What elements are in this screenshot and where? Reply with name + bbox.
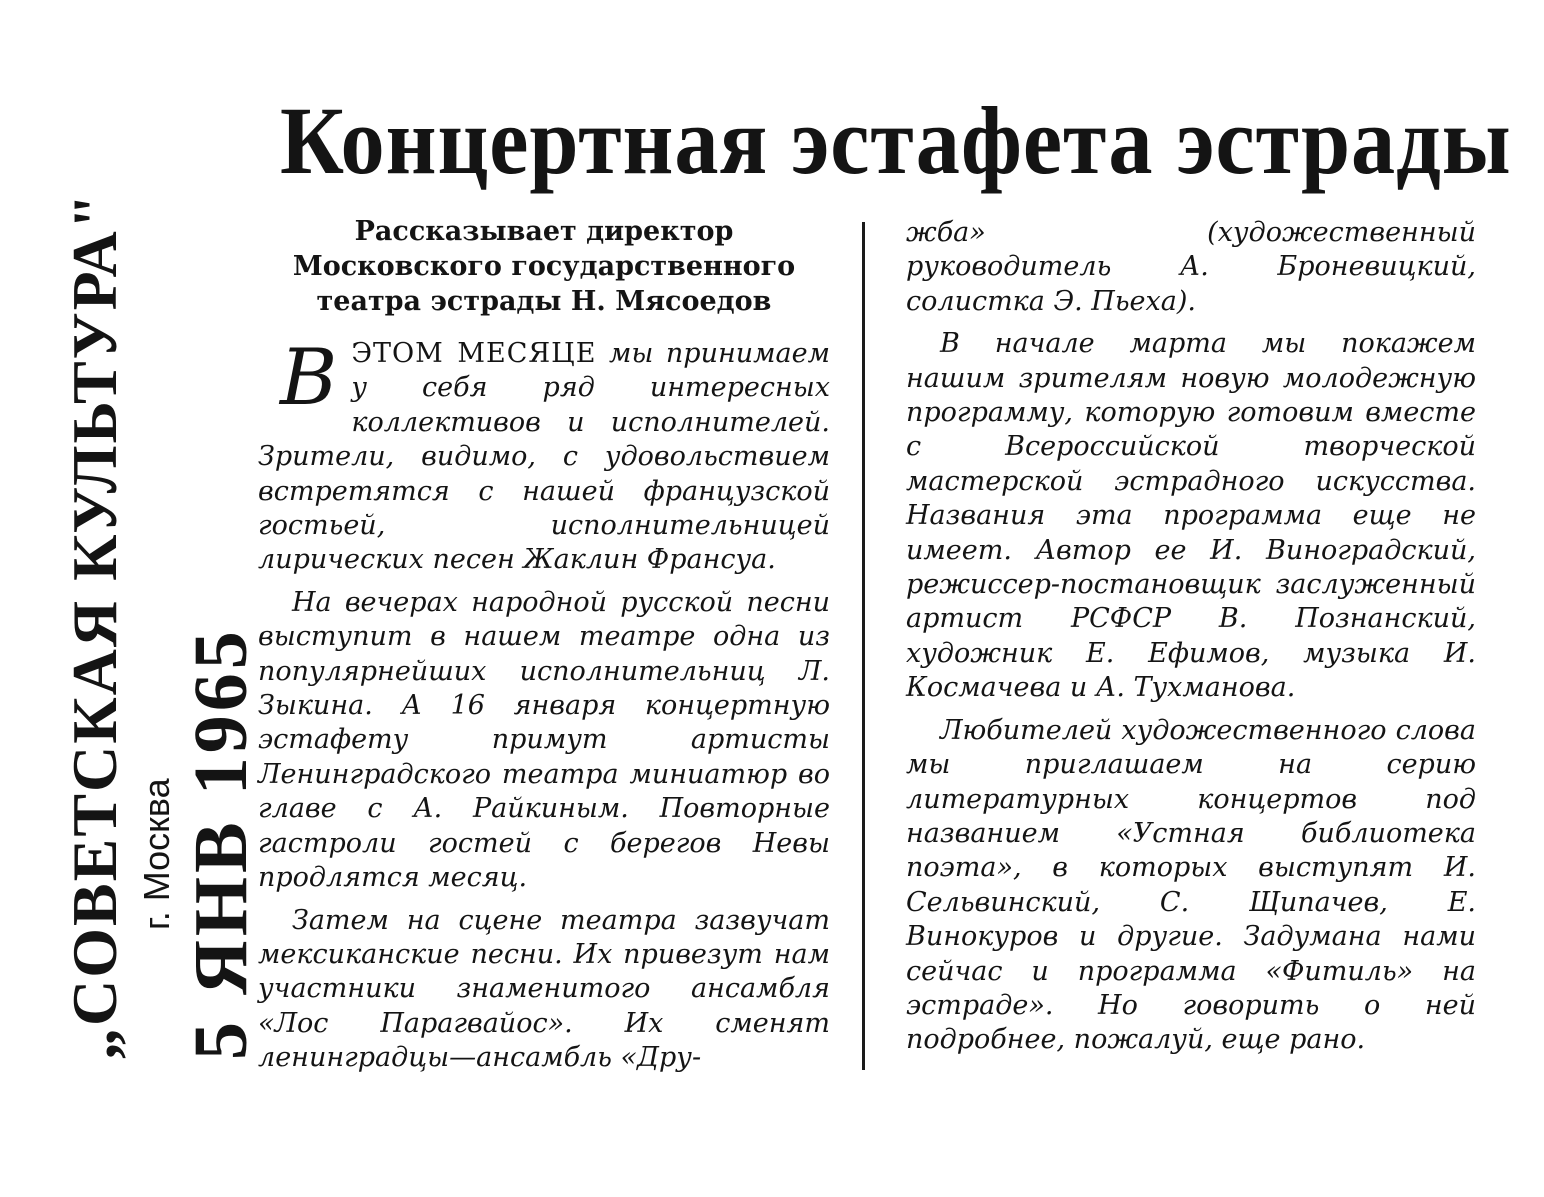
column-divider <box>862 222 865 1070</box>
article-paragraph-2: На вечерах народной русской песни выступит в нашем театре одна из популярнейших исполнительниц Л. Зыкина. А 16 января концертную эстафету примут артисты Ленинградского театра миниатюр во главе с А. Райкиным. Повторные гастроли гостей с берегов Невы продлятся месяц. <box>258 586 830 894</box>
article-paragraph-3-start: Затем на сцене театра зазвучат мексиканские песни. Их привезут нам участники знаменитого ансамбля «Лос Парагвайос». Их сменят ленинградцы—ансамбль «Дру- <box>258 904 830 1074</box>
paragraph-1-text: мы принимаем у себя ряд интересных коллективов и исполнителей. Зрители, видимо, с удовольствием встретятся с нашей французской гостьей, исполнительницей лирических песен Жаклин Франсуа. <box>258 338 831 576</box>
stamp-city: г. Москва <box>136 778 177 930</box>
article-headline: Концертная эстафета эстрады <box>280 87 1512 194</box>
stamp-date: 5 ЯНВ 1965 <box>179 627 263 1060</box>
article-paragraph-1 <box>258 333 831 578</box>
article-paragraph-3-end: жба» (художественный руководитель А. Броневицкий, солистка Э. Пьеха). <box>906 217 1476 317</box>
article-byline: Рассказывает директор Московского государственного театра эстрады Н. Мясоедов <box>292 216 796 317</box>
article-column-right <box>906 216 1476 1066</box>
article-column-left <box>258 214 830 1084</box>
lead-caps: ЭТОМ МЕСЯЦЕ <box>351 338 597 369</box>
article-paragraph-5: Любителей художественного слова мы приглашаем на серию литературных концертов под названием «Устная библиотека поэта», в которых выступят И. Сельвинский, С. Щипачев, Е. Винокуров и другие. Задумана нами сейчас и программа «Фитиль» на эстраде». Но говорить о ней подробнее, пожалуй, еще рано. <box>906 714 1476 1056</box>
article-paragraph-4: В начале марта мы покажем нашим зрителям новую молодежную программу, которую готовим вместе с Всероссийской творческой мастерской эстрадного искусства. Названия эта программа еще не имеет. Автор ее И. Виноградский, режиссер-постановщик заслуженный артист РСФСР В. Познанский, художник Е. Ефимов, музыка И. Космачева и А. Тухманова. <box>906 328 1476 704</box>
newspaper-stamp <box>38 191 263 1060</box>
drop-cap: В <box>280 333 338 423</box>
stamp-newspaper-name: „СОВЕТСКАЯ КУЛЬТУРА" <box>59 191 130 1060</box>
